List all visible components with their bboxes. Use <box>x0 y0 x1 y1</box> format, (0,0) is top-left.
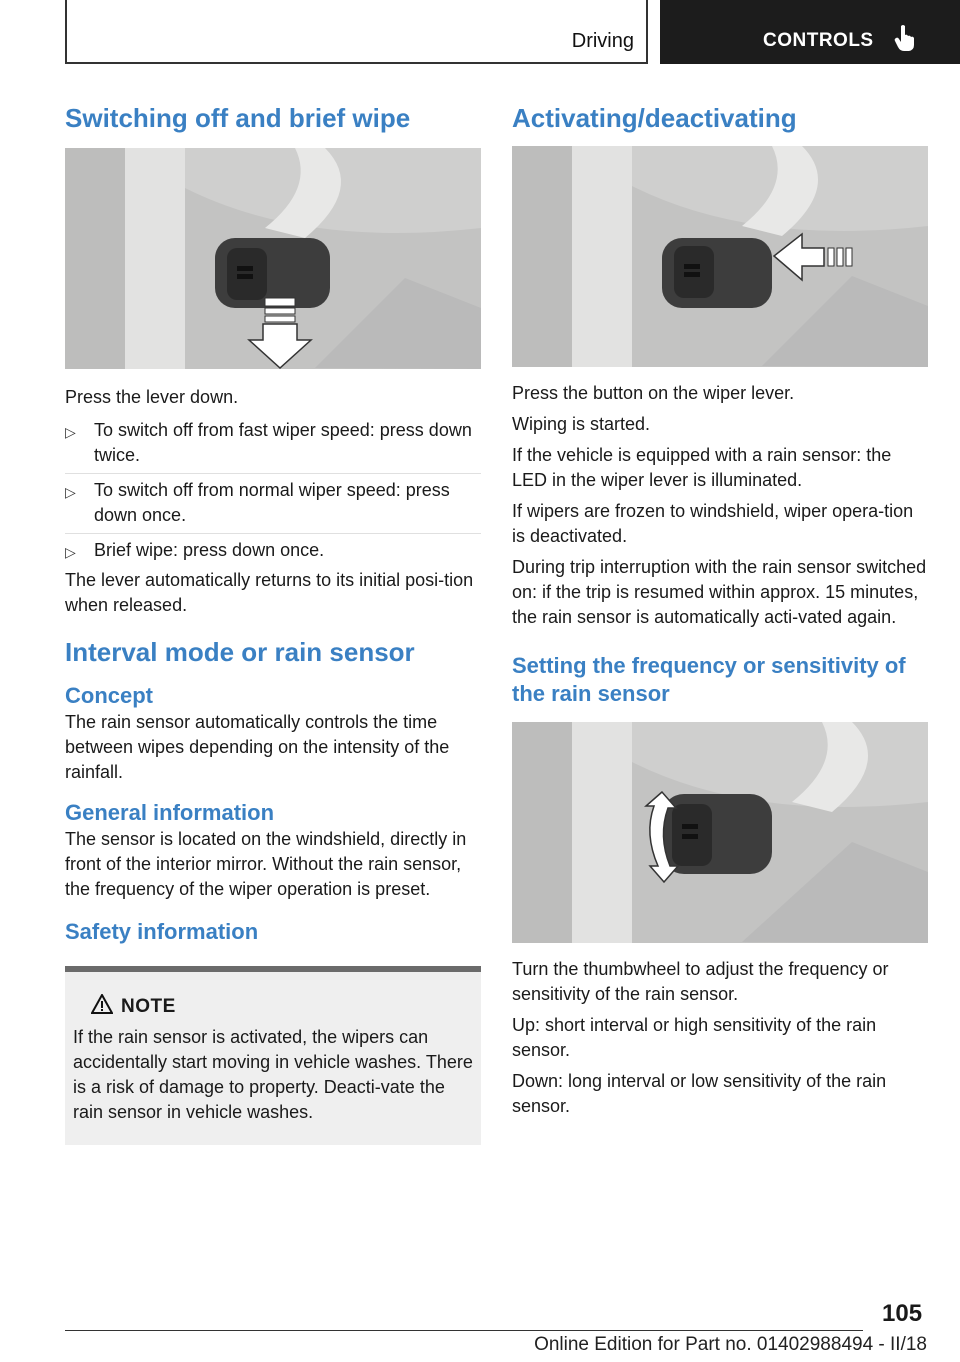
heading-interval-mode: Interval mode or rain sensor <box>65 637 415 667</box>
header-section-box <box>65 0 648 64</box>
text-rain-sensor-led: If the vehicle is equipped with a rain sensor: the LED in the wiper lever is illuminated. <box>512 445 892 490</box>
warning-triangle-icon <box>91 994 113 1019</box>
text-trip-interruption: During trip interruption with the rain sensor switched on: if the trip is resumed within approx. 15 minutes, the rain sensor is automatically acti‐vated again. <box>512 557 927 627</box>
note-text: If the rain sensor is activated, the wipers can accidentally start moving in vehicle washes. There is a risk of damage to property. Deacti‐vate the rain sensor in vehicle washes. <box>73 1027 473 1122</box>
list-item: ▷ Brief wipe: press down once. <box>65 534 481 568</box>
figure-lever-down <box>65 148 481 369</box>
page-number: 105 <box>882 1300 923 1327</box>
header-chapter-box <box>660 0 960 64</box>
list-item: ▷ To switch off from fast wiper speed: press down twice. <box>65 414 481 474</box>
heading-activating: Activating/deactivating <box>512 103 797 133</box>
text-turn-thumbwheel: Turn the thumbwheel to adjust the frequency or sensitivity of the rain sensor. <box>512 959 889 1004</box>
text-lever-returns: The lever automatically returns to its initial posi‐tion when released. <box>65 570 474 615</box>
header-section-title: Driving <box>571 30 634 52</box>
text-concept: The rain sensor automatically controls the time between wipes depending on the intensity of the rainfall. <box>65 712 450 782</box>
text-wiping-started: Wiping is started. <box>512 414 651 434</box>
text-down: Down: long interval or low sensitivity of the rain sensor. <box>512 1071 887 1116</box>
pointing-hand-icon <box>894 24 916 57</box>
heading-safety-info: Safety information <box>65 919 259 944</box>
heading-concept: Concept <box>65 683 153 708</box>
edition-note: Online Edition for Part no. 01402988494 - II/18 <box>534 1334 927 1355</box>
triangle-right-icon: ▷ <box>65 484 76 500</box>
figure-press-button <box>512 146 928 367</box>
note-title: NOTE <box>121 995 176 1017</box>
left-column <box>65 100 481 1145</box>
triangle-right-icon: ▷ <box>65 544 76 560</box>
note-header <box>91 994 473 1019</box>
list-item: ▷ To switch off from normal wiper speed: press down once. <box>65 474 481 534</box>
text-frozen-wipers: If wipers are frozen to windshield, wiper opera‐tion is deactivated. <box>512 501 914 546</box>
text-up: Up: short interval or high sensitivity of the rain sensor. <box>512 1015 877 1060</box>
triangle-right-icon: ▷ <box>65 424 76 440</box>
heading-general-info: General information <box>65 800 275 825</box>
footer-divider <box>65 1330 863 1331</box>
figure-thumbwheel <box>512 722 928 943</box>
header-chapter-title: CONTROLS <box>763 30 874 51</box>
heading-switching-off: Switching off and brief wipe <box>65 103 411 133</box>
right-column <box>512 100 928 1119</box>
heading-frequency-sensitivity: Setting the frequency or sensitivity of the rain sensor <box>512 653 906 706</box>
note-box <box>65 966 481 1145</box>
text-press-lever: Press the lever down. <box>65 387 239 407</box>
bullet-list <box>65 414 481 568</box>
text-press-button: Press the button on the wiper lever. <box>512 383 795 403</box>
text-general-info: The sensor is located on the windshield, directly in front of the interior mirror. Without the rain sensor, the frequency of the wiper operation is preset. <box>65 829 467 899</box>
